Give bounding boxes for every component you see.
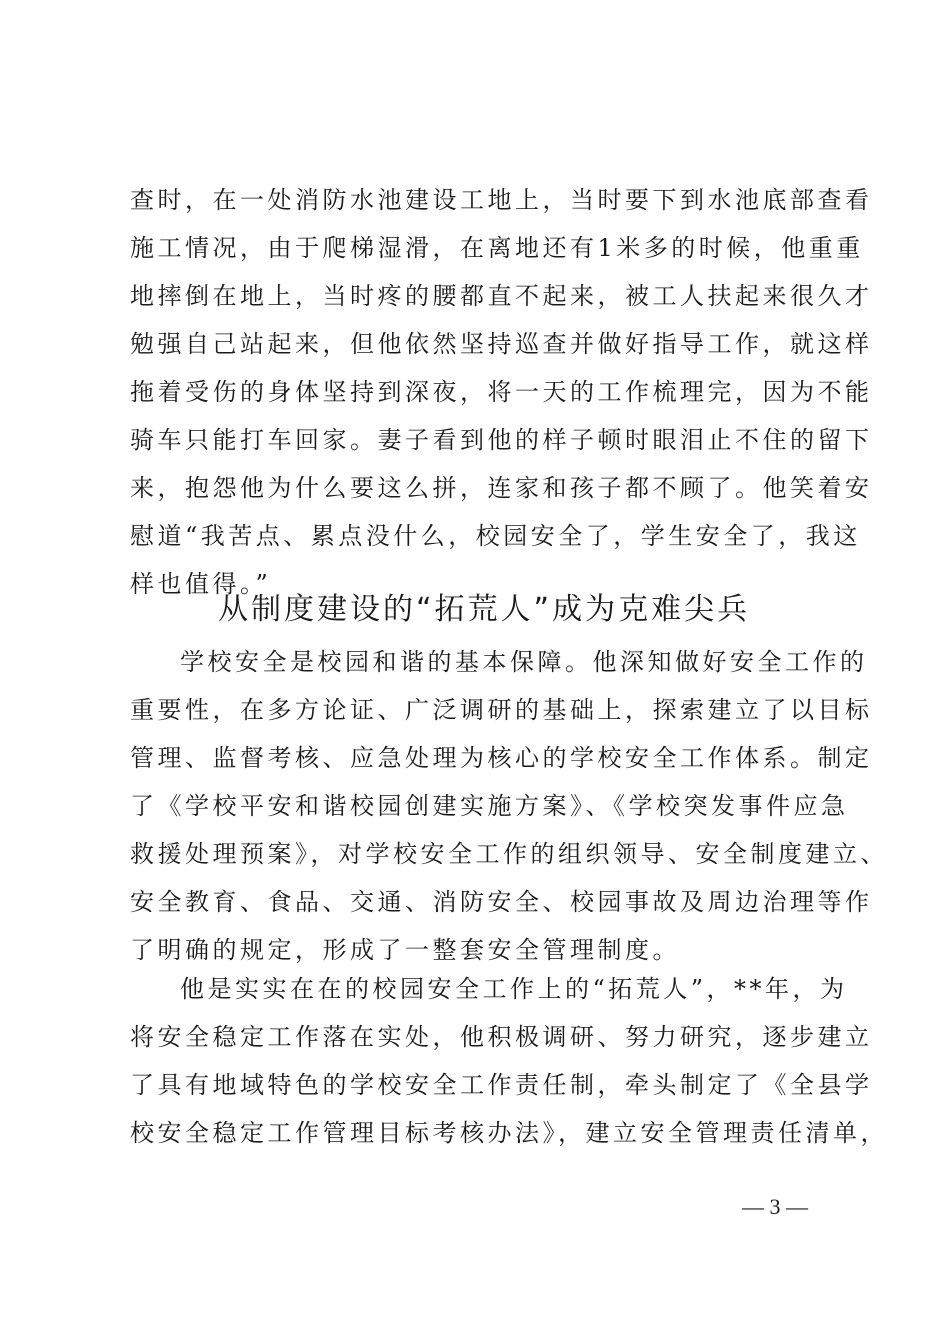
text-line: 骑车只能打车回家。妻子看到他的样子顿时眼泪止不住的留下 bbox=[130, 426, 873, 454]
text-line: 将安全稳定工作落在实处，他积极调研、努力研究，逐步建立 bbox=[130, 1023, 873, 1051]
section-heading: 从制度建设的“拓荒人”成为克难尖兵 bbox=[218, 592, 751, 627]
text-line: 施工情况，由于爬梯湿滑，在离地还有1米多的时候，他重重 bbox=[130, 234, 864, 262]
text-line: 学校安全是校园和谐的基本保障。他深知做好安全工作的 bbox=[180, 648, 868, 676]
text-line: 救援处理预案》，对学校安全工作的组织领导、安全制度建立、 bbox=[130, 840, 888, 868]
text-line: 重要性，在多方论证、广泛调研的基础上，探索建立了以目标 bbox=[130, 696, 873, 724]
text-line: 样也值得。” bbox=[130, 570, 272, 598]
text-line: 他是实实在在的校园安全工作上的“拓荒人”，**年，为 bbox=[180, 975, 848, 1003]
text-line: 勉强自己站起来，但他依然坚持巡查并做好指导工作，就这样 bbox=[130, 330, 873, 358]
paragraph-pioneer bbox=[130, 965, 888, 1157]
text-line: 安全教育、食品、交通、消防安全、校园事故及周边治理等作 bbox=[130, 888, 873, 916]
text-line: 地摔倒在地上，当时疼的腰都直不起来，被工人扶起来很久才 bbox=[130, 282, 873, 310]
paragraph-safety-system bbox=[130, 638, 888, 974]
text-line: 管理、监督考核、应急处理为核心的学校安全工作体系。制定 bbox=[130, 744, 873, 772]
text-line: 慰道“我苦点、累点没什么，校园安全了，学生安全了，我这 bbox=[130, 522, 861, 550]
text-line: 来，抱怨他为什么要这么拼，连家和孩子都不顾了。他笑着安 bbox=[130, 474, 873, 502]
paragraph-continued-story bbox=[130, 176, 873, 608]
text-line: 了《学校平安和谐校园创建实施方案》、《学校突发事件应急 bbox=[130, 792, 849, 820]
text-line: 了具有地域特色的学校安全工作责任制，牵头制定了《全县学 bbox=[130, 1071, 873, 1099]
text-line: 查时，在一处消防水池建设工地上，当时要下到水池底部查看 bbox=[130, 186, 873, 214]
text-line: 校安全稳定工作管理目标考核办法》，建立安全管理责任清单， bbox=[130, 1119, 888, 1147]
text-line: 了明确的规定，形成了一整套安全管理制度。 bbox=[130, 936, 680, 964]
page-number: — 3 — bbox=[742, 1194, 808, 1219]
text-line: 拖着受伤的身体坚持到深夜，将一天的工作梳理完，因为不能 bbox=[130, 378, 873, 406]
